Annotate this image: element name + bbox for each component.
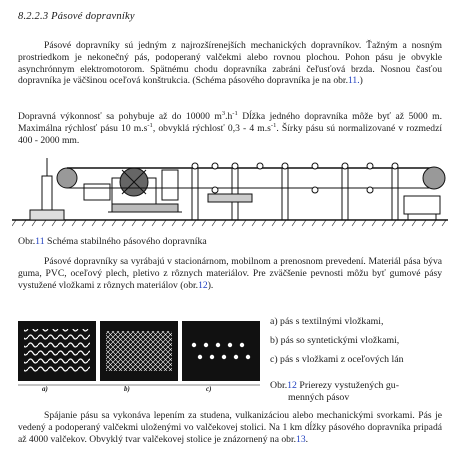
- list-item: b) pás so syntetickými vložkami,: [270, 335, 400, 346]
- list-item: a) pás s textilnými vložkami,: [270, 316, 384, 327]
- section-heading: 8.2.2.3 Pásové dopravníky: [18, 11, 135, 22]
- caption-text: Schéma stabilného pásového dopravníka: [44, 236, 207, 247]
- caption-line-1: Prierezy vystužených gu-: [296, 380, 399, 391]
- figure-12-label-a: a): [42, 385, 48, 393]
- performance-text-3: Dĺžka jedného dopravníka môže byť až 5000 m. Maximálna rýchlosť pásu 10 m.s: [18, 111, 443, 134]
- performance-text-4: , obvyklá rýchlosť 0,3 - 4 m.s: [152, 122, 271, 134]
- figure-11-conveyor-schematic: [12, 148, 448, 228]
- paragraph-intro: [18, 40, 442, 87]
- performance-text-2: .h: [225, 111, 233, 122]
- figure-12-label-b: b): [124, 385, 130, 393]
- paragraph-joining-end: .: [305, 433, 309, 445]
- caption-number: 11: [35, 236, 45, 247]
- list-item: c) pás s vložkami z oceľových lán: [270, 354, 404, 365]
- figure-12-reference[interactable]: 12: [198, 279, 208, 291]
- paragraph-design: [18, 256, 442, 291]
- figure-12-belt-cross-sections: [18, 317, 262, 391]
- superscript: 3: [221, 109, 226, 117]
- paragraph-intro-end: ): [359, 75, 363, 87]
- section-a-inlays: [24, 329, 90, 373]
- section-c-outer: [182, 321, 260, 381]
- caption-number: 12: [287, 380, 297, 391]
- paragraph-joining-text: Spájanie pásu sa vykonáva lepením za studena, vulkanizáciou alebo mechanickými svorkami. Pás je vedený a podoperaný valčekmi uloženými vo valčekovej stolici. Na 1 km dĺžky pásového dopravníka pripadá až 4000 valčekov. Obvyklý tvar valčekovej stolice je znázornený na obr.: [18, 410, 442, 445]
- performance-text-1: Dopravná výkonnosť sa pohybuje až do 10000 m: [18, 111, 222, 122]
- figure-11-caption: [18, 236, 207, 247]
- figure-12-caption: [270, 380, 445, 404]
- paragraph-joining: [18, 410, 442, 445]
- figure-13-reference[interactable]: 13: [296, 433, 306, 445]
- figure-11-reference[interactable]: 11.: [347, 75, 360, 87]
- superscript: -1: [270, 121, 277, 129]
- caption-prefix: Obr.: [18, 236, 36, 247]
- superscript: -1: [232, 109, 238, 117]
- paragraph-performance: [18, 111, 442, 146]
- figure-12-legend-list: [270, 316, 403, 373]
- caption-prefix: Obr.: [270, 380, 288, 391]
- caption-line-2: menných pásov: [288, 392, 350, 403]
- paragraph-intro-text: Pásové dopravníky sú jedným z najrozšírenejších mechanických dopravníkov. Ťažným a nosným prostriedkom je nekonečný pás, podoperaný valčekmi alebo rovnou plochou. Pohon pásu je obvykle asynchrónnym elektromotorom. Spätnému chodu dopravníka zabráni čeľusťová brzda. Nosnou časťou dopravníka je väčšinou oceľová konštrukcia. (Schéma pásového dopravníka je na obr.: [18, 40, 442, 87]
- paragraph-design-end: ).: [207, 279, 214, 291]
- superscript: -1: [147, 121, 153, 129]
- paragraph-design-text: Pásové dopravníky sa vyrábajú v stacionárnom, mobilnom a prenosnom prevedení. Materiál pása býva guma, PVC, oceľový plech, pletivo z rôznych materiálov. Pre zväčšenie pevnosti môžu byť gumové pásy vystužené vložkami z rôznych materiálov (obr.: [18, 256, 442, 291]
- figure-12-label-c: c): [206, 385, 212, 393]
- performance-text-5: . Šírky pásu sú normalizované v rozmedzí 400 - 2000 mm.: [18, 122, 442, 146]
- section-b-inlays: [106, 331, 172, 371]
